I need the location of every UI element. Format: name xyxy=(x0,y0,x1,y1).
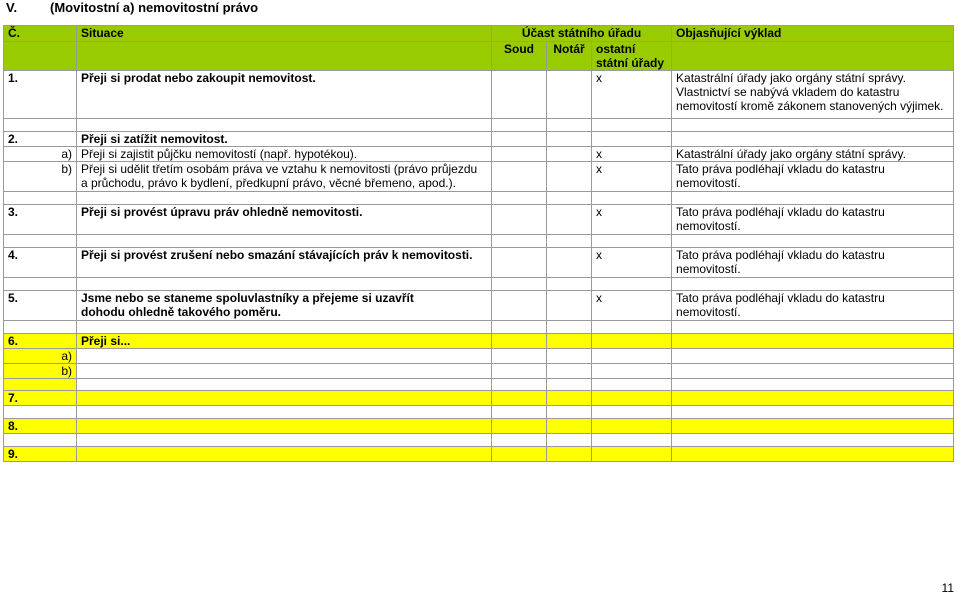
header-row xyxy=(4,26,954,42)
subheader-empty xyxy=(672,42,954,71)
other-offices-mark: x xyxy=(592,71,672,119)
spacer-row xyxy=(4,406,954,419)
table-row xyxy=(4,291,954,321)
table-row xyxy=(4,334,954,349)
row-explanation: Katastrální úřady jako orgány státní správy. xyxy=(672,147,954,162)
subheader-empty xyxy=(4,42,77,71)
row-explanation: Tato práva podléhají vkladu do katastru nemovitostí. xyxy=(672,205,954,235)
row-number: a) xyxy=(4,147,77,162)
table-row xyxy=(4,391,954,406)
row-explanation: Tato práva podléhají vkladu do katastru nemovitostí. xyxy=(672,248,954,278)
other-offices-mark: x xyxy=(592,147,672,162)
row-situation: Přeji si zajistit půjčku nemovitostí (např. hypotékou). xyxy=(77,147,492,162)
row-number: 3. xyxy=(4,205,77,235)
table-row xyxy=(4,132,954,147)
row-situation: Přeji si provést úpravu práv ohledně nemovitosti. xyxy=(77,205,492,235)
subheader-court: Soud xyxy=(492,42,547,71)
row-situation: Přeji si... xyxy=(77,334,492,349)
section-number: V. xyxy=(6,0,18,15)
spacer-row xyxy=(4,235,954,248)
table-row xyxy=(4,364,954,379)
row-number: 4. xyxy=(4,248,77,278)
spacer-row xyxy=(4,119,954,132)
subheader-other-offices: ostatní státní úřady xyxy=(592,42,672,71)
table-row xyxy=(4,248,954,278)
row-number: a) xyxy=(4,349,77,364)
spacer-row xyxy=(4,192,954,205)
table-row xyxy=(4,147,954,162)
spacer-row xyxy=(4,278,954,291)
subheader-notary: Notář xyxy=(547,42,592,71)
row-situation: Přeji si provést zrušení nebo smazání stávajících práv k nemovitosti. xyxy=(77,248,492,278)
table-row xyxy=(4,205,954,235)
subheader-row xyxy=(4,42,954,71)
table-row xyxy=(4,71,954,119)
header-office-group: Účast státního úřadu xyxy=(492,26,672,42)
spacer-row xyxy=(4,434,954,447)
header-explanation: Objasňující výklad xyxy=(672,26,954,42)
row-number: b) xyxy=(4,364,77,379)
spacer-row xyxy=(4,321,954,334)
header-situation: Situace xyxy=(77,26,492,42)
row-situation: Přeji si prodat nebo zakoupit nemovitost. xyxy=(77,71,492,119)
section-title: (Movitostní a) nemovitostní právo xyxy=(50,0,259,15)
row-number: 5. xyxy=(4,291,77,321)
legal-situations-table xyxy=(3,25,954,462)
other-offices-mark: x xyxy=(592,162,672,192)
table-row xyxy=(4,419,954,434)
other-offices-mark: x xyxy=(592,248,672,278)
row-number: 2. xyxy=(4,132,77,147)
other-offices-mark: x xyxy=(592,291,672,321)
row-number: 8. xyxy=(4,419,77,434)
row-number: b) xyxy=(4,162,77,192)
row-number: 1. xyxy=(4,71,77,119)
row-number: 7. xyxy=(4,391,77,406)
row-number: 6. xyxy=(4,334,77,349)
spacer-row xyxy=(4,379,954,391)
row-situation: Přeji si udělit třetím osobám práva ve vztahu k nemovitosti (právo průjezdu a průchodu, právo k bydlení, předkupní právo, věcné břemeno, apod.). xyxy=(77,162,492,192)
table-row xyxy=(4,349,954,364)
row-situation: Přeji si zatížit nemovitost. xyxy=(77,132,492,147)
other-offices-mark: x xyxy=(592,205,672,235)
row-explanation: Tato práva podléhají vkladu do katastru nemovitostí. xyxy=(672,162,954,192)
table-row xyxy=(4,447,954,462)
subheader-empty xyxy=(77,42,492,71)
table-row xyxy=(4,162,954,192)
row-explanation: Tato práva podléhají vkladu do katastru nemovitostí. xyxy=(672,291,954,321)
page-number: 11 xyxy=(941,581,954,595)
row-situation: Jsme nebo se staneme spoluvlastníky a přejeme si uzavřít dohodu ohledně takového poměru. xyxy=(77,291,492,321)
header-number: Č. xyxy=(4,26,77,42)
row-explanation: Katastrální úřady jako orgány státní správy. Vlastnictví se nabývá vkladem do katastru nemovitostí kromě zákonem stanovených výjimek. xyxy=(672,71,954,119)
page-title xyxy=(6,0,258,15)
row-number: 9. xyxy=(4,447,77,462)
